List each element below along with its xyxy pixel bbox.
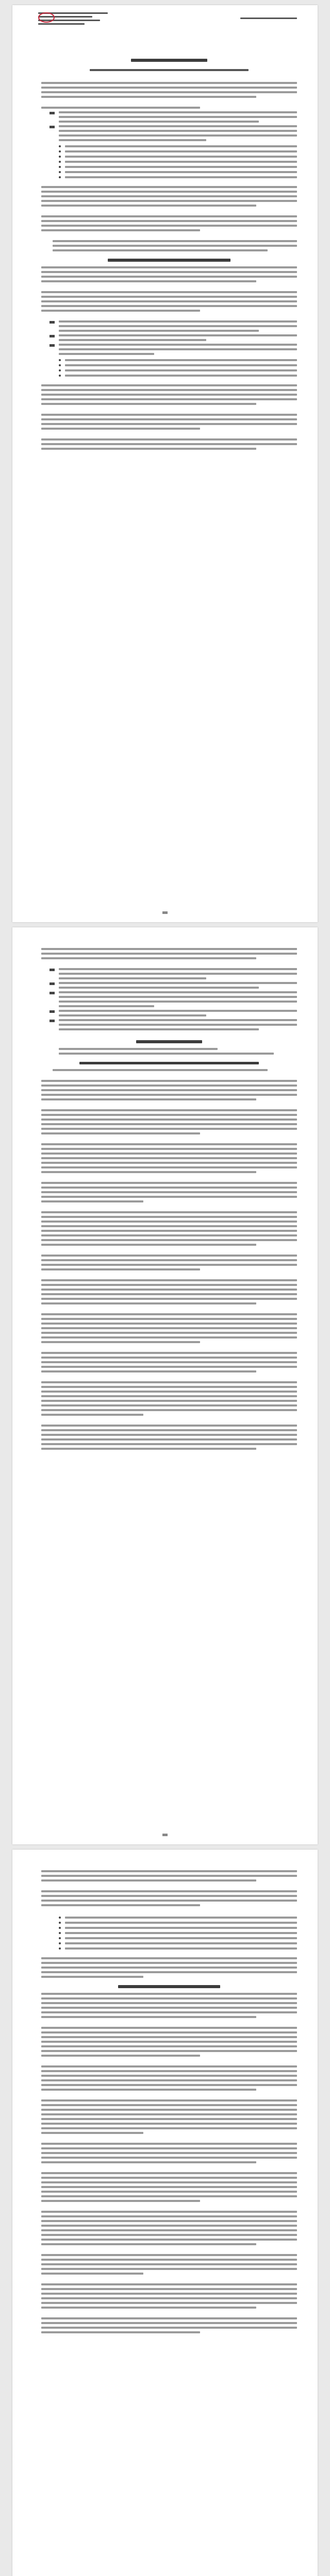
section-heading-4	[79, 1062, 258, 1064]
page-1	[12, 5, 318, 922]
intro-paragraph	[41, 82, 297, 98]
page-number	[162, 911, 168, 914]
page-number	[162, 1834, 168, 1836]
section-4-cont	[41, 1870, 297, 1978]
page-3	[12, 1850, 318, 2576]
section-1-body	[41, 186, 297, 251]
section-heading-3	[136, 1040, 203, 1043]
document-title	[131, 59, 208, 62]
section-2	[41, 266, 297, 450]
section-heading-2	[108, 259, 230, 262]
section-2-cont	[41, 948, 297, 1033]
section-heading-5	[118, 1985, 220, 1988]
page-2	[12, 927, 318, 1844]
document-subtitle	[90, 69, 249, 71]
section-5	[41, 1993, 297, 2333]
section-1	[41, 107, 297, 180]
place-date	[240, 18, 297, 22]
section-4	[41, 1080, 297, 1450]
red-stamp-mark	[38, 12, 55, 23]
